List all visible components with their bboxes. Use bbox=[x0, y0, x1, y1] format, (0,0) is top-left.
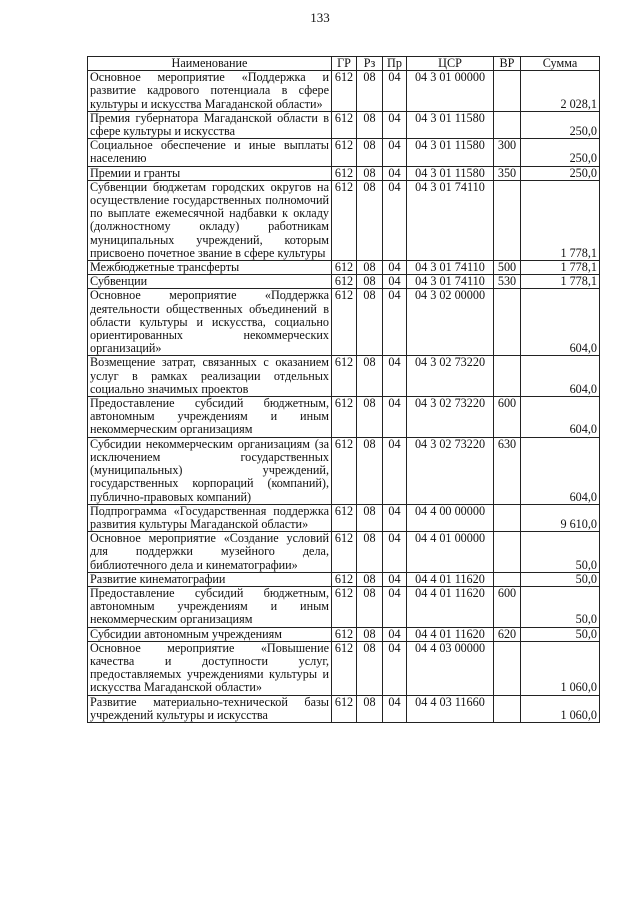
cell-vr: 350 bbox=[494, 166, 521, 180]
cell-pr: 04 bbox=[383, 111, 407, 138]
cell-csr: 04 4 01 11620 bbox=[407, 627, 494, 641]
cell-sum: 1 778,1 bbox=[521, 261, 600, 275]
cell-rz: 08 bbox=[357, 111, 383, 138]
cell-sum: 50,0 bbox=[521, 532, 600, 573]
cell-csr: 04 3 01 00000 bbox=[407, 71, 494, 112]
header-vr: ВР bbox=[494, 57, 521, 71]
table-row bbox=[88, 275, 600, 289]
cell-gr: 612 bbox=[332, 261, 357, 275]
cell-pr: 04 bbox=[383, 275, 407, 289]
cell-vr bbox=[494, 180, 521, 260]
table-row bbox=[88, 572, 600, 586]
table-row bbox=[88, 532, 600, 573]
cell-vr: 630 bbox=[494, 437, 521, 504]
cell-name: Возмещение затрат, связанных с оказанием услуг в рамках реализации отдельных социально значимых проектов bbox=[88, 356, 332, 397]
cell-rz: 08 bbox=[357, 586, 383, 627]
cell-rz: 08 bbox=[357, 71, 383, 112]
cell-gr: 612 bbox=[332, 641, 357, 695]
cell-rz: 08 bbox=[357, 261, 383, 275]
cell-rz: 08 bbox=[357, 139, 383, 166]
cell-pr: 04 bbox=[383, 641, 407, 695]
cell-sum: 250,0 bbox=[521, 139, 600, 166]
cell-rz: 08 bbox=[357, 627, 383, 641]
header-rz: Рз bbox=[357, 57, 383, 71]
cell-name: Предоставление субсидий бюджетным, автономным учреждениям и иным некоммерческим организациям bbox=[88, 586, 332, 627]
cell-vr bbox=[494, 695, 521, 722]
cell-gr: 612 bbox=[332, 289, 357, 356]
cell-sum: 50,0 bbox=[521, 572, 600, 586]
cell-vr: 620 bbox=[494, 627, 521, 641]
table-row bbox=[88, 289, 600, 356]
cell-rz: 08 bbox=[357, 695, 383, 722]
table-row bbox=[88, 356, 600, 397]
table-row bbox=[88, 180, 600, 260]
cell-sum: 50,0 bbox=[521, 627, 600, 641]
cell-vr bbox=[494, 356, 521, 397]
cell-vr: 600 bbox=[494, 586, 521, 627]
cell-sum: 2 028,1 bbox=[521, 71, 600, 112]
cell-csr: 04 3 02 73220 bbox=[407, 397, 494, 438]
cell-csr: 04 3 01 11580 bbox=[407, 139, 494, 166]
table-row bbox=[88, 641, 600, 695]
cell-csr: 04 3 01 11580 bbox=[407, 111, 494, 138]
cell-gr: 612 bbox=[332, 180, 357, 260]
cell-vr: 300 bbox=[494, 139, 521, 166]
cell-name: Социальное обеспечение и иные выплаты населению bbox=[88, 139, 332, 166]
cell-name: Субсидии некоммерческим организациям (за исключением государственных (муниципальных) учреждений, государственных корпораций (компаний), публично-правовых компаний) bbox=[88, 437, 332, 504]
page-number: 133 bbox=[310, 10, 330, 25]
cell-gr: 612 bbox=[332, 695, 357, 722]
cell-sum: 1 778,1 bbox=[521, 275, 600, 289]
cell-gr: 612 bbox=[332, 437, 357, 504]
cell-csr: 04 3 02 00000 bbox=[407, 289, 494, 356]
table-row bbox=[88, 397, 600, 438]
cell-name: Подпрограмма «Государственная поддержка развития культуры Магаданской области» bbox=[88, 504, 332, 531]
cell-sum: 9 610,0 bbox=[521, 504, 600, 531]
cell-csr: 04 4 03 00000 bbox=[407, 641, 494, 695]
cell-gr: 612 bbox=[332, 572, 357, 586]
header-gr: ГР bbox=[332, 57, 357, 71]
cell-name: Основное мероприятие «Поддержка и развитие кадрового потенциала в сфере культуры и искусства Магаданской области» bbox=[88, 71, 332, 112]
cell-pr: 04 bbox=[383, 572, 407, 586]
cell-pr: 04 bbox=[383, 532, 407, 573]
cell-csr: 04 4 03 11660 bbox=[407, 695, 494, 722]
cell-sum: 604,0 bbox=[521, 356, 600, 397]
cell-gr: 612 bbox=[332, 111, 357, 138]
cell-vr bbox=[494, 532, 521, 573]
cell-rz: 08 bbox=[357, 397, 383, 438]
table-row bbox=[88, 695, 600, 722]
cell-sum: 1 060,0 bbox=[521, 695, 600, 722]
header-row bbox=[88, 57, 600, 71]
cell-name: Основное мероприятие «Поддержка деятельности общественных объединений в области культуры и искусства, социально ориентированных некоммерческих организаций» bbox=[88, 289, 332, 356]
cell-pr: 04 bbox=[383, 397, 407, 438]
cell-vr bbox=[494, 641, 521, 695]
cell-csr: 04 4 01 00000 bbox=[407, 532, 494, 573]
cell-name: Основное мероприятие «Повышение качества и доступности услуг, предоставляемых учреждениями культуры и искусства Магаданской области» bbox=[88, 641, 332, 695]
cell-name: Премия губернатора Магаданской области в сфере культуры и искусства bbox=[88, 111, 332, 138]
cell-csr: 04 3 01 11580 bbox=[407, 166, 494, 180]
cell-name: Субвенции бюджетам городских округов на осуществление государственных полномочий по выплате ежемесячной надбавки к окладу (должностному окладу) работникам муниципальных учреждений, которым присвоено почетное звание в сфере культуры bbox=[88, 180, 332, 260]
table-row bbox=[88, 261, 600, 275]
cell-pr: 04 bbox=[383, 166, 407, 180]
cell-sum: 604,0 bbox=[521, 289, 600, 356]
cell-vr bbox=[494, 504, 521, 531]
cell-gr: 612 bbox=[332, 532, 357, 573]
cell-rz: 08 bbox=[357, 504, 383, 531]
cell-name: Межбюджетные трансферты bbox=[88, 261, 332, 275]
cell-gr: 612 bbox=[332, 71, 357, 112]
cell-name: Развитие кинематографии bbox=[88, 572, 332, 586]
cell-rz: 08 bbox=[357, 532, 383, 573]
cell-rz: 08 bbox=[357, 166, 383, 180]
cell-sum: 1 778,1 bbox=[521, 180, 600, 260]
cell-name: Субвенции bbox=[88, 275, 332, 289]
cell-sum: 250,0 bbox=[521, 111, 600, 138]
table-row bbox=[88, 111, 600, 138]
cell-gr: 612 bbox=[332, 275, 357, 289]
cell-rz: 08 bbox=[357, 289, 383, 356]
cell-rz: 08 bbox=[357, 275, 383, 289]
cell-rz: 08 bbox=[357, 180, 383, 260]
budget-table bbox=[87, 56, 600, 723]
cell-csr: 04 3 02 73220 bbox=[407, 437, 494, 504]
table-row bbox=[88, 504, 600, 531]
cell-csr: 04 4 01 11620 bbox=[407, 572, 494, 586]
cell-name: Субсидии автономным учреждениям bbox=[88, 627, 332, 641]
cell-pr: 04 bbox=[383, 627, 407, 641]
cell-pr: 04 bbox=[383, 289, 407, 356]
cell-vr bbox=[494, 71, 521, 112]
cell-sum: 604,0 bbox=[521, 437, 600, 504]
cell-name: Премии и гранты bbox=[88, 166, 332, 180]
cell-name: Развитие материально-технической базы учреждений культуры и искусства bbox=[88, 695, 332, 722]
cell-gr: 612 bbox=[332, 504, 357, 531]
header-csr: ЦСР bbox=[407, 57, 494, 71]
cell-pr: 04 bbox=[383, 139, 407, 166]
cell-rz: 08 bbox=[357, 572, 383, 586]
cell-vr bbox=[494, 572, 521, 586]
cell-gr: 612 bbox=[332, 627, 357, 641]
cell-gr: 612 bbox=[332, 166, 357, 180]
cell-name: Основное мероприятие «Создание условий для поддержки музейного дела, библиотечного дела и кинематографии» bbox=[88, 532, 332, 573]
header-pr: Пр bbox=[383, 57, 407, 71]
cell-csr: 04 3 01 74110 bbox=[407, 261, 494, 275]
table-row bbox=[88, 437, 600, 504]
table-row bbox=[88, 71, 600, 112]
cell-rz: 08 bbox=[357, 641, 383, 695]
cell-csr: 04 3 02 73220 bbox=[407, 356, 494, 397]
cell-gr: 612 bbox=[332, 356, 357, 397]
cell-pr: 04 bbox=[383, 586, 407, 627]
cell-pr: 04 bbox=[383, 71, 407, 112]
cell-sum: 50,0 bbox=[521, 586, 600, 627]
table-body bbox=[88, 71, 600, 723]
cell-name: Предоставление субсидий бюджетным, автономным учреждениям и иным некоммерческим организациям bbox=[88, 397, 332, 438]
cell-gr: 612 bbox=[332, 586, 357, 627]
cell-pr: 04 bbox=[383, 437, 407, 504]
cell-gr: 612 bbox=[332, 139, 357, 166]
cell-pr: 04 bbox=[383, 695, 407, 722]
cell-pr: 04 bbox=[383, 356, 407, 397]
table-row bbox=[88, 139, 600, 166]
cell-vr bbox=[494, 111, 521, 138]
cell-rz: 08 bbox=[357, 356, 383, 397]
cell-vr: 600 bbox=[494, 397, 521, 438]
cell-pr: 04 bbox=[383, 504, 407, 531]
cell-gr: 612 bbox=[332, 397, 357, 438]
header-sum: Сумма bbox=[521, 57, 600, 71]
cell-csr: 04 3 01 74110 bbox=[407, 180, 494, 260]
table-row bbox=[88, 627, 600, 641]
cell-pr: 04 bbox=[383, 261, 407, 275]
cell-vr: 530 bbox=[494, 275, 521, 289]
cell-vr bbox=[494, 289, 521, 356]
table-row bbox=[88, 586, 600, 627]
cell-sum: 1 060,0 bbox=[521, 641, 600, 695]
cell-csr: 04 4 01 11620 bbox=[407, 586, 494, 627]
cell-sum: 604,0 bbox=[521, 397, 600, 438]
table-row bbox=[88, 166, 600, 180]
cell-pr: 04 bbox=[383, 180, 407, 260]
cell-sum: 250,0 bbox=[521, 166, 600, 180]
header-name: Наименование bbox=[88, 57, 332, 71]
cell-csr: 04 3 01 74110 bbox=[407, 275, 494, 289]
cell-csr: 04 4 00 00000 bbox=[407, 504, 494, 531]
cell-rz: 08 bbox=[357, 437, 383, 504]
cell-vr: 500 bbox=[494, 261, 521, 275]
